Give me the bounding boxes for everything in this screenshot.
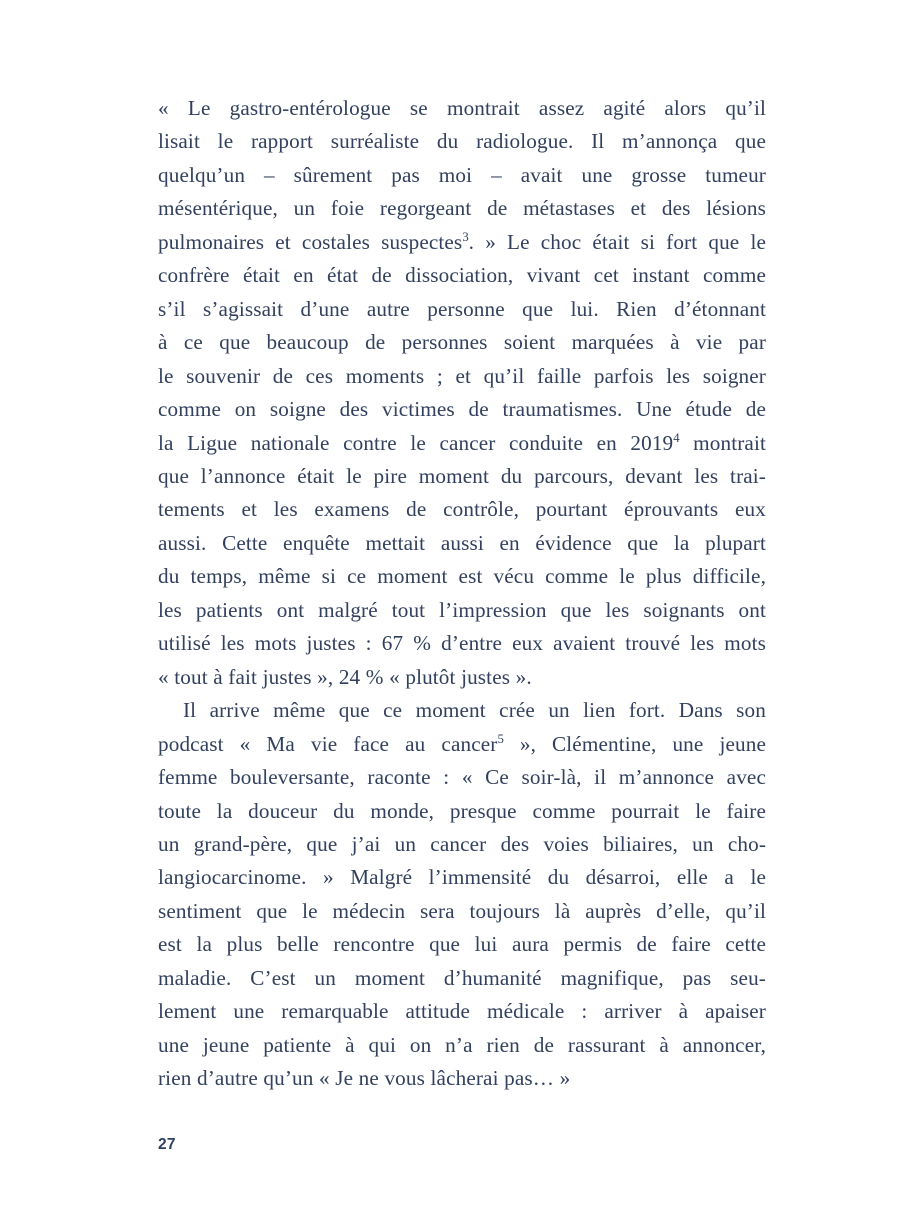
text-line: confrère était en état de dissociation, vivant cet instant comme — [158, 263, 766, 288]
text-line: maladie. C’est un moment d’humanité magnifique, pas seu- — [158, 965, 766, 990]
text-line: lement une remarquable attitude médicale : arriver à apaiser — [158, 999, 766, 1024]
text-line: pulmonaires et costales suspectes$^3$. » Le choc était si fort que le — [158, 229, 766, 254]
text-line: lisait le rapport surréaliste du radiologue. Il m’annonça que — [158, 129, 766, 154]
text-line: le souvenir de ces moments ; et qu’il faille parfois les soigner — [158, 363, 766, 388]
text-line: comme on soigne des victimes de traumatismes. Une étude de — [158, 397, 766, 422]
text-line: la Ligue nationale contre le cancer conduite en 2019$^4$ montrait — [158, 430, 766, 455]
text-line: que l’annonce était le pire moment du parcours, devant les trai- — [158, 463, 766, 488]
text-line: tements et les examens de contrôle, pourtant éprouvants eux — [158, 497, 766, 522]
page-text-block — [158, 92, 766, 1096]
text-line: est la plus belle rencontre que lui aura permis de faire cette — [158, 932, 766, 957]
text-line: « tout à fait justes », 24 % « plutôt justes ». — [158, 664, 532, 689]
text-line: un grand-père, que j’ai un cancer des voies biliaires, un cho- — [158, 831, 766, 856]
text-line: à ce que beaucoup de personnes soient marquées à vie par — [158, 330, 766, 355]
text-line: une jeune patiente à qui on n’a rien de rassurant à annoncer, — [158, 1032, 766, 1057]
text-line: les patients ont malgré tout l’impression que les soignants ont — [158, 597, 766, 622]
text-line: utilisé les mots justes : 67 % d’entre eux avaient trouvé les mots — [158, 631, 766, 656]
text-line: sentiment que le médecin sera toujours là auprès d’elle, qu’il — [158, 898, 766, 923]
text-line: aussi. Cette enquête mettait aussi en évidence que la plupart — [158, 530, 766, 555]
text-line: rien d’autre qu’un « Je ne vous lâcherai pas… » — [158, 1066, 571, 1091]
text-line: mésentérique, un foie regorgeant de métastases et des lésions — [158, 196, 766, 221]
text-line: quelqu’un – sûrement pas moi – avait une grosse tumeur — [158, 162, 766, 187]
paragraph-2 — [158, 694, 766, 1095]
text-line: s’il s’agissait d’une autre personne que lui. Rien d’étonnant — [158, 296, 766, 321]
text-line: toute la douceur du monde, presque comme pourrait le faire — [158, 798, 766, 823]
footnote-marker: 3 — [462, 229, 469, 244]
text-line: Il arrive même que ce moment crée un lien fort. Dans son — [183, 698, 766, 723]
text-line: podcast « Ma vie face au cancer$^5$ », Clémentine, une jeune — [158, 731, 766, 756]
paragraph-1 — [158, 92, 766, 694]
text-line: du temps, même si ce moment est vécu comme le plus difficile, — [158, 564, 766, 589]
text-line: femme bouleversante, raconte : « Ce soir-là, il m’annonce avec — [158, 765, 766, 790]
footnote-marker: 5 — [497, 731, 504, 746]
page-number: 27 — [158, 1136, 176, 1153]
text-line: langiocarcinome. » Malgré l’immensité du désarroi, elle a le — [158, 865, 766, 890]
footnote-marker: 4 — [673, 430, 680, 445]
text-line: « Le gastro-entérologue se montrait assez agité alors qu’il — [158, 96, 766, 120]
